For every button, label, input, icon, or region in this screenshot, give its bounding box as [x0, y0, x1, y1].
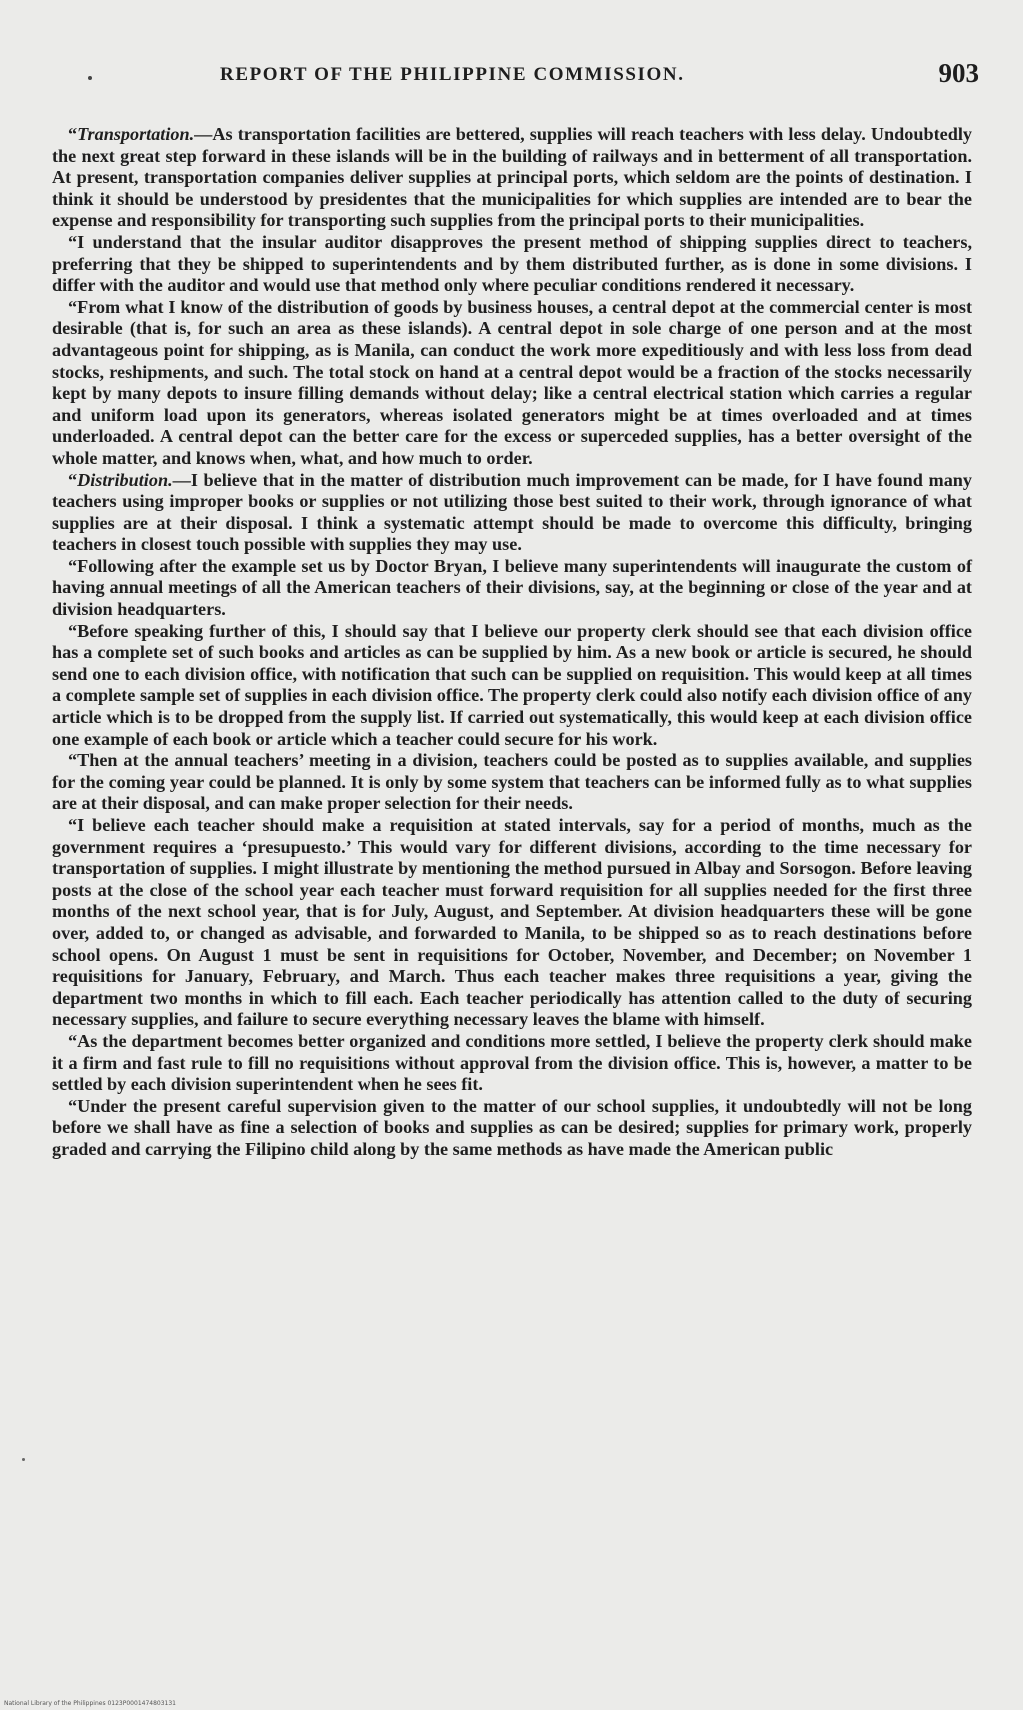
page-number: 903 [938, 58, 979, 88]
paragraph [52, 1096, 972, 1161]
paragraph-text: “Before speaking further of this, I should say that I believe our property clerk should see that each division office has a complete set of such books and articles as can be supplied by him. As a new book or article is secured, he should send one to each division office, with notification that such can be supplied on requisition. This would keep at all times a complete sample set of supplies in each division office. The property clerk could also notify each division office of any article which is to be dropped from the supply list. If carried out systematically, this would keep at each division office one example of each book or article which a teacher could secure for his work. [52, 620, 972, 749]
paragraph-text: “From what I know of the distribution of goods by business houses, a central depot at the commercial center is most desirable (that is, for such an area as these islands). A central depot in sole charge of one person and at the most advantageous point for shipping, as is Manila, can conduct the work more expeditiously and with less loss from dead stocks, reshipments, and such. The total stock on hand at a central depot would be a fraction of the stocks necessarily kept by many depots to insure filling demands without delay; like a central electrical station which carries a regular and uniform load upon its generators, whereas isolated generators might be at times overloaded and at times underloaded. A central depot can the better care for the excess or superceded supplies, has a better oversight of the whole matter, and knows when, what, and how much to order. [52, 296, 972, 468]
page-header [80, 58, 985, 98]
paragraph-text: “I understand that the insular auditor disapproves the present method of shipping supplies direct to teachers, preferring that they be shipped to superintendents and by them distributed further, as is done in some divisions. I differ with the auditor and would use that method only where peculiar conditions rendered it necessary. [52, 231, 972, 296]
margin-mark [22, 1458, 25, 1461]
paragraph-text: “Then at the annual teachers’ meeting in a division, teachers could be posted as to supplies available, and supplies for the coming year could be planned. It is only by some system that teachers can be informed fully as to what supplies are at their disposal, and can make proper selection for their needs. [52, 750, 972, 814]
paragraph-text: “As the department becomes better organized and conditions more settled, I believe the property clerk should make it a firm and fast rule to fill no requisitions without approval from the division office. This is, however, a matter to be settled by each division superintendent when he sees fit. [52, 1030, 972, 1095]
running-title: REPORT OF THE PHILIPPINE COMMISSION. [220, 64, 685, 85]
paragraph [52, 556, 972, 621]
body-text [52, 124, 972, 1161]
paragraph-text: “Under the present careful supervision given to the matter of our school supplies, it undoubtedly will not be long before we shall have as fine a selection of books and supplies as can be desired; supplies for primary work, properly graded and carrying the Filipino child along by the same methods as have made the American public [52, 1095, 972, 1159]
paragraph-text: “I believe each teacher should make a requisition at stated intervals, say for a period of months, much as the government requires a ‘presupuesto.’ This would vary for different divisions, according to the time necessary for transportation of supplies. I might illustrate by mentioning the method pursued in Albay and Sorsogon. Before leaving posts at the close of the school year each teacher must forward requisition for all supplies needed for the first three months of the next school year, that is for July, August, and September. At division headquarters these will be gone over, added to, or changed as advisable, and forwarded to Manila, to be shipped so as to reach destinations before school opens. On August 1 must be sent in requisitions for October, November, and December; on November 1 requisitions for January, February, and March. Thus each teacher makes three requisitions a year, giving the department two months in which to fill each. Each teacher periodically has attention called to the duty of securing necessary supplies, and failure to secure everything necessary leaves the blame with himself. [52, 815, 972, 1030]
paragraph [52, 232, 972, 297]
scan-credit: National Library of the Philippines 0123P0001474803131 [4, 1700, 176, 1707]
paragraph-text: —I believe that in the matter of distribution much improvement can be made, for I have found many teachers using improper books or supplies or not utilizing those best suited to their work, through ignorance of what supplies are at their disposal. I think a systematic attempt should be made to overcome this difficulty, bringing teachers in closest touch possible with supplies they may use. [52, 469, 972, 555]
paragraph [52, 815, 972, 1031]
paragraph [52, 750, 972, 815]
run-in-heading: Transportation. [77, 124, 195, 144]
paragraph: “Distribution.—I believe that in the matter of distribution much improvement can be made, for I have found many teachers using improper books or supplies or not utilizing those best suited to their work, through ignorance of what supplies are at their disposal. I think a systematic attempt should be made to overcome this difficulty, bringing teachers in closest touch possible with supplies they may use. [52, 469, 972, 555]
header-dot [88, 76, 92, 80]
paragraph [52, 297, 972, 470]
paragraph [52, 621, 972, 751]
paragraph-text: —As transportation facilities are bettered, supplies will reach teachers with less delay. Undoubtedly the next great step forward in these islands will be in the building of railways and in betterment of all transportation. At present, transportation companies deliver supplies at principal ports, which seldom are the points of destination. I think it should be understood by presidentes that the municipalities for which supplies are intended are to bear the expense and responsibility for transporting such supplies from the principal ports to their municipalities. [52, 124, 972, 231]
paragraph-text: “Following after the example set us by Doctor Bryan, I believe many superintendents will inaugurate the custom of having annual meetings of all the American teachers of their divisions, say, at the beginning or close of the year and at division headquarters. [52, 555, 972, 620]
paragraph: “Transportation.—As transportation facilities are bettered, supplies will reach teachers with less delay. Undoubtedly the next great step forward in these islands will be in the building of railways and in betterment of all transportation. At present, transportation companies deliver supplies at principal ports, which seldom are the points of destination. I think it should be understood by presidentes that the municipalities for which supplies are intended are to bear the expense and responsibility for transporting such supplies from the principal ports to their municipalities. [52, 124, 972, 231]
run-in-heading: Distribution. [77, 469, 173, 490]
paragraph [52, 1031, 972, 1096]
